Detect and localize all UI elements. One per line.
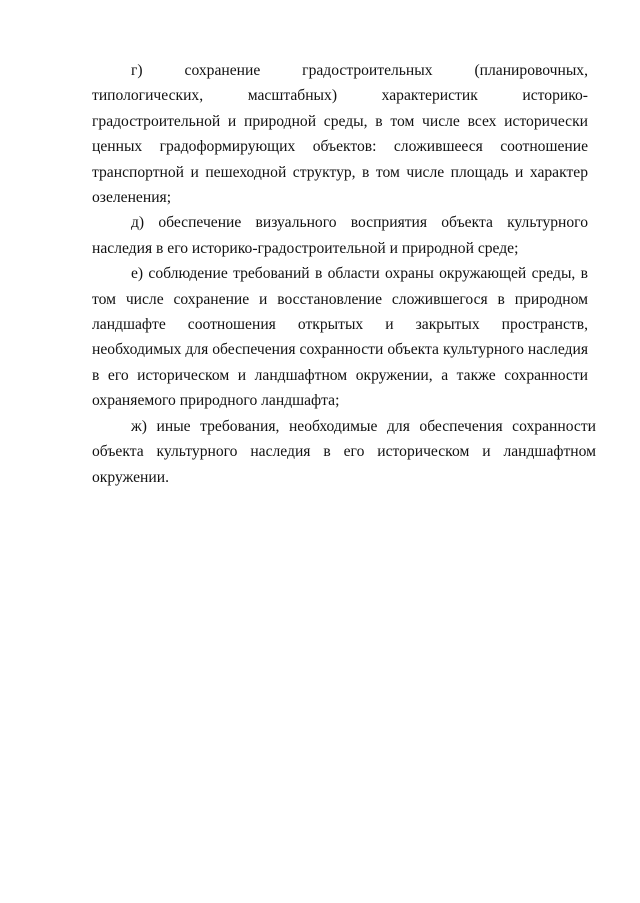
paragraph-g: г) сохранение градостроительных (планировочных, типологических, масштабных) характеристик историко-градостроительной и природной среды, в том числе всех исторически ценных градоформирующих объектов: сложившееся соотношение транспортной и пешеходной структур, в том числе площадь и характер озеленения;: [92, 62, 588, 207]
paragraph-d: д) обеспечение визуального восприятия объекта культурного наследия в его историко-градостроительной и природной среде;: [92, 214, 588, 257]
document-body: [92, 58, 596, 490]
paragraph-e: е) соблюдение требований в области охраны окружающей среды, в том числе сохранение и восстановление сложившегося в природном ландшафте соотношения открытых и закрытых пространств, необходимых для обеспечения сохранности объекта культурного наследия в его историческом и ландшафтном окружении, а также сохранности охраняемого природного ландшафта;: [92, 265, 588, 410]
paragraph-zh: ж) иные требования, необходимые для обеспечения сохранности объекта культурного наследия в его историческом и ландшафтном окружении.: [92, 417, 596, 486]
